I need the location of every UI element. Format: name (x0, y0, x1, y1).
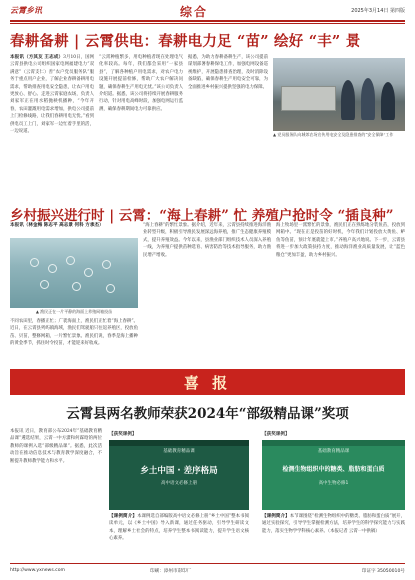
masthead-rule-thin (10, 23, 405, 24)
article1-col3-text: 据悉，为助力春耕备耕生产，该公司提前谋划部署春耕保电工作，加强电网设备巡视维护，开展隐患排查治理，及时消除设备缺陷，确保春耕生产用电安全可靠，为全面推进乡村振兴提供坚强的电力保障。 (188, 55, 268, 90)
award2-intro-text: 本节课围绕“检测生物组织中的糖类、脂肪和蛋白质”展开，通过实验探究，引导学生掌握检测方法，培养学生的科学探究能力与实践能力，落实生物学学科核心素养。 (262, 514, 405, 534)
article2-photo-caption: ▲ 渔民正在一片平静的海面上养殖网箱投苗 (35, 309, 113, 314)
article2-photo (10, 238, 138, 308)
congrats-col1 (10, 428, 102, 560)
photo-worker (361, 78, 375, 120)
article2-col1 (10, 318, 138, 363)
masthead-rule (10, 20, 405, 22)
article2-headline: 乡村振兴进行时 | 云霄：“海上春耕” 忙 养殖户抢时令 “插良种” (10, 208, 394, 224)
award2-intro (262, 513, 405, 561)
congrats-banner (10, 369, 405, 395)
award2-intro-tag: 【课例简介】 (262, 514, 290, 519)
photo-net-cage (30, 258, 39, 267)
article2-col2-text: “海上春耕”的繁忙景象。据介绍，近年来，云霄县持续推进海洋渔业转型升级，积极引导渔民发展深远海养殖，推广生态健康养殖模式，提升养殖效益。今年以来，县渔业部门组织技术人员深入养殖一线，为养殖户提供苗种选育、病害防治等技术指导服务，助力渔民增产增收。 (143, 223, 271, 258)
slide2-title: 检测生物组织中的糖类、脂肪和蛋白质 (282, 466, 385, 473)
award1-intro-text: 本课例选自部编版高中语文必修上册“乡土中国”整本书阅读单元，以《乡土中国》导入新课，通过任务驱动，引导学生研读文本，理解乡土社会的特点，培养学生整本书阅读能力，提升学生语文核心素养。 (109, 514, 249, 542)
award1-intro (109, 513, 249, 561)
slide2-top: 基础教育精品课 (317, 449, 350, 454)
footer-rule (10, 563, 405, 564)
article2-col2 (143, 222, 271, 363)
footer-license: 印证字 35050010号 (361, 569, 405, 574)
photo-net-cage (66, 256, 75, 265)
award2-credit: （本报记者 云霄一中供稿） (327, 528, 380, 534)
award1-tag: 【获奖课例】 (109, 432, 137, 437)
article2-col1-text: 不同农田里，春播正忙；广袤海面上，渔民们正忙着“海上春耕”。近日，在云霄县列屿镇海域，渔民们驾驶船只往返养殖区，投放鱼苗、贝苗，整修网箱，一片繁忙景象。渔民们说，春季是海上播种的黄金季节，抓住时令投苗，才能迎来好收成。 (10, 319, 138, 347)
paper-name: 云霄乡讯 (10, 5, 42, 15)
slide2-sub: 高中生物必修1 (318, 481, 349, 486)
photo-net-cage (48, 264, 57, 273)
photo-net-cage (106, 284, 115, 293)
photo-net-cage (72, 282, 81, 291)
masthead (10, 4, 405, 20)
photo-equipment (281, 86, 336, 111)
slide1-sub: 高中语文必修上册 (161, 481, 197, 486)
photo-worker (381, 82, 395, 120)
article1-col2 (99, 54, 183, 199)
date-edition: 2025年3月14日 第四版 (351, 8, 405, 14)
award1-intro-tag: 【课例简介】 (109, 514, 138, 519)
photo-net-cage (102, 260, 111, 269)
photo-worker (341, 80, 355, 120)
article1-col2-text: “云霄种植繁多，用电种植者现在处理电气化率较高。每年，我们都会采用“一家县县”，了解各种植户用电需求，对农户电力设施开展提前检修，帮助广大农户解决问题，确保春耕生产用电无忧。”该公司负责人介绍道。据悉，该公司将持续开展春耕服务行动，针对用电高峰时段，加强电网运行监测，确保春耕期间电力可靠供应。 (99, 55, 183, 112)
article1-headline: 春耕备耕 | 云霄供电：春耕电力足 “苗” 绘好 “丰” 景 (10, 33, 361, 50)
section-title: 综合 (180, 5, 209, 19)
footer-website: http://www.yxnews.com (10, 568, 65, 573)
photo-net-cage (40, 280, 49, 289)
article1-col3 (188, 54, 268, 199)
article2-col3-text: 海上牧场里一派繁忙的景象，渔民们正在熟练地分装鱼苗，投放到网箱中。“现在正是投苗的好时机，今年我们计划投放大黄鱼、鲈鱼等鱼苗，预计年底就能上市。”养殖户高兴地说。下一步，云霄县将进一步加大政策扶持力度，推动海洋渔业高质量发展，让“蓝色粮仓”更加丰盈，助力乡村振兴。 (276, 223, 405, 258)
congrats-headline: 云霄县两名教师荣获2024年“部级精品课”奖项 (66, 406, 349, 422)
award1-slide (109, 440, 249, 510)
article1-col1-text: 3月10日，国网云霄县供电公司组织国家电网福建电力“双满意”（云霄支仁）善“农户党员服务队”服务于重点用户企业，了解企业春耕备耕用电需求，帮助排查用电安全隐患，让农户用电更放心、舒心。走进云霄家庭农场，负责人刘家军正在用水稻抛秧机播种，“今年开春，农田灌溉用电需求增加，供电公司提前上门检修线路，让我们春耕用电无忧。”看到供电员工上门，刘家军一边忙着手里的活，一边说道。 (10, 55, 94, 135)
article2-byline: 本报讯（林金梅 陈志平 高志景 何科 方承杰） (10, 223, 104, 228)
congrats-col1-text: 本报讯 近日，教育部公布2024年“基础教育精品课”遴选结果，云霄一中方潇和何霖晗的两位教师的课例入选“部级精品课”。据悉，此次活动旨在推动信息技术与教育教学深度融合，不断提升教师教学能力和水平。 (10, 429, 102, 464)
award2-slide (262, 440, 405, 510)
article1-byline: 本报讯（方其友 王志成） (10, 55, 64, 60)
article2-col3 (276, 222, 405, 363)
award2-tag: 【获奖课例】 (262, 432, 290, 437)
slide1-title: 乡土中国 · 差序格局 (140, 466, 218, 476)
photo-net-cage (84, 268, 93, 277)
slide-header-bar (262, 440, 405, 446)
footer-printer: 印刷：漳州市彩印厂 (150, 569, 192, 574)
article1-photo-caption: ▲ 党员服务队向城郊农场宣传用电安全及隐患排查的“安全保障”工作 (273, 132, 394, 137)
article1-col1 (10, 54, 94, 199)
article2-byline-wrap (10, 222, 138, 237)
slide-header-bar (109, 440, 249, 446)
footer (10, 566, 405, 576)
article1-photo (273, 58, 405, 131)
congrats-banner-title: 喜 报 (183, 374, 232, 392)
slide1-top: 基础教育精品课 (163, 449, 195, 454)
